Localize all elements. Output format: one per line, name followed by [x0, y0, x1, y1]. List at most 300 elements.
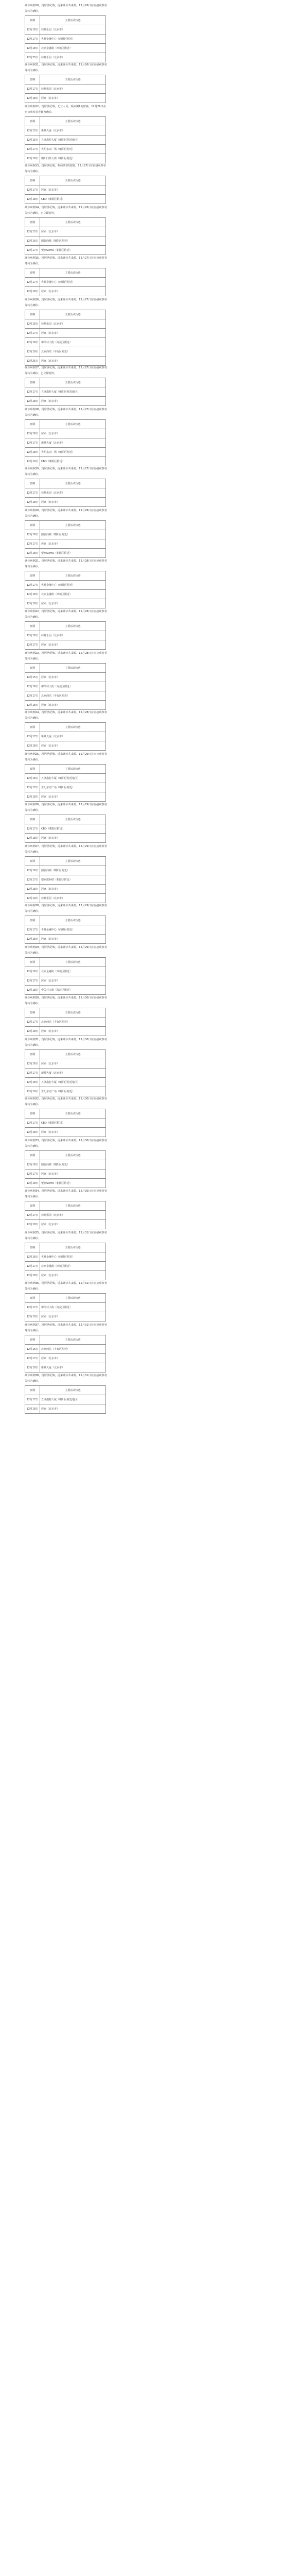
table-row — [25, 530, 106, 539]
trajectory-cell: 五洲鑫村大厦（朝阳区附近地区） — [40, 387, 106, 397]
case-description: 确诊病例22，现居世纪城，近来确诊共来源，12月28日在密接观察者等转为确诊。 — [25, 610, 107, 619]
date-cell: 12月17日 — [25, 1069, 40, 1078]
date-cell: 12月18日 — [25, 701, 40, 710]
date-cell: 12月17日 — [25, 581, 40, 590]
date-cell: 12月18日 — [25, 792, 40, 802]
trajectory-table — [25, 1335, 106, 1372]
date-cell: 12月15日 — [25, 227, 40, 236]
table-row — [25, 599, 106, 608]
table-row — [25, 1312, 106, 1321]
trajectory-table — [25, 378, 106, 406]
trajectory-cell: 世纪东方广场（朝阳区附近） — [40, 783, 106, 792]
trajectory-cell: 北京西站（丰台区附近） — [40, 691, 106, 701]
case-description: 确诊病例29，现居世纪城，近来确诊共来源，12月29日在密接观察者等转为确诊。 — [25, 946, 107, 955]
table-row — [25, 1170, 106, 1179]
trajectory-cell: 中关村大街（海淀区附近） — [40, 986, 106, 995]
trajectory-cell: 荷塘乐园（北京市） — [40, 488, 106, 498]
table-row — [25, 126, 106, 135]
table-row — [25, 894, 106, 903]
date-header: 日期 — [25, 16, 40, 25]
table-row — [25, 448, 106, 457]
date-header: 日期 — [25, 521, 40, 530]
trajectory-cell: 居家（北京市） — [40, 539, 106, 549]
table-row — [25, 866, 106, 875]
date-cell: 12月18日 — [25, 549, 40, 558]
trajectory-cell: 国贸商城（朝阳区附近） — [40, 530, 106, 539]
trajectory-cell: 北京金融街（西城区附近） — [40, 44, 106, 53]
trajectory-cell: CBD（朝阳区附近） — [40, 1118, 106, 1128]
date-cell: 12月17日 — [25, 1303, 40, 1312]
trajectory-cell: 居家（北京市） — [40, 935, 106, 944]
trajectory-table — [25, 621, 106, 650]
trajectory-cell: CBD（朝阳区附近） — [40, 195, 106, 204]
date-cell: 12月17日 — [25, 1018, 40, 1027]
date-cell: 12月18日 — [25, 338, 40, 347]
case-description: 确诊病例19，现居世纪城，近来确诊共来源，12月27日在密接观察者等转为确诊。 — [25, 467, 107, 476]
table-row — [25, 792, 106, 802]
trajectory-cell: 荷塘乐园（北京市） — [40, 631, 106, 640]
date-cell: 12月17日 — [25, 1211, 40, 1220]
table-row — [25, 347, 106, 357]
trajectory-header: 主要活动轨迹 — [40, 176, 106, 185]
case-description: 确诊病例11，现居世纪城，近来确诊共来源，12月26日在密接观察者等转为确诊。 — [25, 63, 107, 72]
trajectory-cell: 居家（北京市） — [40, 1404, 106, 1414]
trajectory-header: 主要活动轨迹 — [40, 571, 106, 581]
table-row — [25, 783, 106, 792]
date-cell: 12月17日 — [25, 35, 40, 44]
table-row — [25, 44, 106, 53]
table-row — [25, 1128, 106, 1137]
trajectory-header: 主要活动轨迹 — [40, 1335, 106, 1345]
trajectory-header: 主要活动轨迹 — [40, 521, 106, 530]
date-cell: 12月18日 — [25, 1179, 40, 1188]
date-cell: 12月17日 — [25, 1395, 40, 1404]
trajectory-table — [25, 116, 106, 163]
date-cell: 12月25日 — [25, 53, 40, 62]
date-cell: 12月18日 — [25, 498, 40, 507]
date-cell: 12月18日 — [25, 741, 40, 751]
table-row — [25, 227, 106, 236]
trajectory-table — [25, 268, 106, 296]
table-header-row — [25, 176, 106, 185]
trajectory-header: 主要活动轨迹 — [40, 1243, 106, 1252]
table-row — [25, 701, 106, 710]
date-cell: 12月18日 — [25, 1404, 40, 1414]
table-row — [25, 246, 106, 255]
trajectory-table — [25, 663, 106, 710]
date-header: 日期 — [25, 664, 40, 673]
table-header-row — [25, 16, 106, 25]
trajectory-cell: 中关村大街（海淀区附近） — [40, 682, 106, 691]
date-header: 日期 — [25, 723, 40, 732]
trajectory-cell: 居家（北京市） — [40, 640, 106, 650]
case-description: 确诊病例32，现居世纪城，近来确诊共来源，12月30日在密接观察者等转为确诊。 — [25, 1097, 107, 1106]
date-cell: 12月18日 — [25, 44, 40, 53]
date-cell: 12月16日 — [25, 1059, 40, 1069]
date-header: 日期 — [25, 117, 40, 126]
case-description: 确诊病例28，现居世纪城，近来确诊共来源，12月29日在密接观察者等转为确诊。 — [25, 904, 107, 913]
date-header: 日期 — [25, 1243, 40, 1252]
trajectory-header: 主要活动轨迹 — [40, 765, 106, 774]
trajectory-cell: 新城大厦（北京市） — [40, 1069, 106, 1078]
trajectory-table — [25, 217, 106, 255]
date-header: 日期 — [25, 268, 40, 278]
table-row — [25, 824, 106, 834]
trajectory-cell: 居家（北京市） — [40, 1170, 106, 1179]
trajectory-cell: 荷塘乐园（北京市） — [40, 894, 106, 903]
trajectory-cell: 居家（北京市） — [40, 1059, 106, 1069]
trajectory-header: 主要活动轨迹 — [40, 1294, 106, 1303]
date-cell: 12月17日 — [25, 824, 40, 834]
date-cell: 12月18日 — [25, 1078, 40, 1087]
date-header: 日期 — [25, 1201, 40, 1211]
date-header: 日期 — [25, 815, 40, 824]
trajectory-table — [25, 722, 106, 751]
table-row — [25, 438, 106, 448]
date-cell: 12月19日 — [25, 599, 40, 608]
date-header: 日期 — [25, 176, 40, 185]
date-cell: 12月19日 — [25, 1087, 40, 1096]
trajectory-cell: CBD（朝阳区附近） — [40, 824, 106, 834]
date-header: 日期 — [25, 479, 40, 488]
trajectory-cell: 世纪东方广场（朝阳区附近） — [40, 145, 106, 154]
table-row — [25, 590, 106, 599]
date-header: 日期 — [25, 958, 40, 967]
table-header-row — [25, 765, 106, 774]
date-header: 日期 — [25, 218, 40, 227]
date-cell: 12月18日 — [25, 885, 40, 894]
trajectory-header: 主要活动轨迹 — [40, 1008, 106, 1018]
trajectory-cell: 荷塘乐园（北京市） — [40, 319, 106, 329]
trajectory-table — [25, 1008, 106, 1036]
trajectory-cell: 国贸商城（朝阳区附近） — [40, 236, 106, 246]
table-row — [25, 834, 106, 843]
date-cell: 12月16日 — [25, 967, 40, 976]
case-description: 确诊病例20，现居世纪城，近来确诊共来源，12月28日在密接观察者等转为确诊。 — [25, 509, 107, 518]
case-description: 确诊病例18，现居世纪城，近来确诊共来源，12月27日在密接观察者等转为确诊。 — [25, 408, 107, 417]
table-row — [25, 319, 106, 329]
date-cell: 12月16日 — [25, 682, 40, 691]
date-header: 日期 — [25, 1294, 40, 1303]
trajectory-cell: 居家（北京市） — [40, 701, 106, 710]
case-description: 确诊病例35，现居世纪城，近来确诊共来源，12月31日在密接观察者等转为确诊。 — [25, 1231, 107, 1240]
table-row — [25, 1059, 106, 1069]
table-row — [25, 1271, 106, 1280]
trajectory-cell: 世界金融中心（西城区附近） — [40, 581, 106, 590]
trajectory-table — [25, 957, 106, 995]
date-header: 日期 — [25, 1050, 40, 1059]
date-header: 日期 — [25, 1008, 40, 1018]
date-cell: 12月15日 — [25, 126, 40, 135]
trajectory-cell: 居家（北京市） — [40, 976, 106, 986]
table-header-row — [25, 420, 106, 429]
table-row — [25, 885, 106, 894]
table-header-row — [25, 378, 106, 387]
trajectory-cell: 居家（北京市） — [40, 185, 106, 195]
date-cell: 12月17日 — [25, 732, 40, 741]
table-row — [25, 488, 106, 498]
date-cell: 12月17日 — [25, 875, 40, 885]
table-row — [25, 1018, 106, 1027]
trajectory-table — [25, 176, 106, 204]
date-header: 日期 — [25, 310, 40, 319]
trajectory-header: 主要活动轨迹 — [40, 1151, 106, 1160]
table-row — [25, 457, 106, 466]
date-cell: 12月18日 — [25, 287, 40, 296]
trajectory-cell: 北京金融街（西城区附近） — [40, 967, 106, 976]
table-header-row — [25, 268, 106, 278]
trajectory-table — [25, 15, 106, 62]
table-row — [25, 581, 106, 590]
case-description: 确诊病例31，现居世纪城，近来确诊共来源，12月30日在密接观察者等转为确诊。 — [25, 1038, 107, 1047]
table-row — [25, 195, 106, 204]
trajectory-cell: 居家（北京市） — [40, 741, 106, 751]
date-cell: 12月16日 — [25, 25, 40, 35]
date-cell: 12月17日 — [25, 185, 40, 195]
date-cell: 12月17日 — [25, 691, 40, 701]
table-row — [25, 682, 106, 691]
table-header-row — [25, 622, 106, 631]
trajectory-table — [25, 1293, 106, 1321]
trajectory-cell: 世纪东方广场（朝阳区附近） — [40, 448, 106, 457]
trajectory-header: 主要活动轨迹 — [40, 815, 106, 824]
date-cell: 12月18日 — [25, 397, 40, 406]
trajectory-cell: 居家（北京市） — [40, 1128, 106, 1137]
date-cell: 12月18日 — [25, 834, 40, 843]
date-cell: 12月19日 — [25, 347, 40, 357]
trajectory-table — [25, 419, 106, 466]
table-row — [25, 1078, 106, 1087]
case-description: 确诊病例23，现居世纪城，近来确诊共来源，12月28日在密接观察者等转为确诊。 — [25, 652, 107, 660]
date-cell: 12月16日 — [25, 1160, 40, 1170]
date-cell: 12月18日 — [25, 195, 40, 204]
table-row — [25, 691, 106, 701]
table-row — [25, 329, 106, 338]
table-header-row — [25, 479, 106, 488]
case-description: 确诊病例15，现居世纪城，近来确诊共来源，12月27日在密接观察者等转为确诊。 — [25, 257, 107, 265]
case-description: 确诊病例34，现居世纪城，近来确诊共来源，12月30日在密接观察者等转为确诊。 — [25, 1190, 107, 1198]
table-header-row — [25, 1008, 106, 1018]
trajectory-table — [25, 310, 106, 366]
table-header-row — [25, 310, 106, 319]
trajectory-cell: 北京西站（丰台区附近） — [40, 1018, 106, 1027]
date-cell: 12月19日 — [25, 894, 40, 903]
table-header-row — [25, 1151, 106, 1160]
table-row — [25, 875, 106, 885]
trajectory-cell: 居家（北京市） — [40, 1027, 106, 1036]
date-header: 日期 — [25, 622, 40, 631]
date-cell: 12月17日 — [25, 783, 40, 792]
trajectory-cell: 五洲鑫村大厦（朝阳区附近地区） — [40, 135, 106, 145]
table-row — [25, 498, 106, 507]
trajectory-cell: 居家（北京市） — [40, 673, 106, 682]
date-cell: 12月18日 — [25, 1220, 40, 1229]
trajectory-table — [25, 479, 106, 507]
date-header: 日期 — [25, 857, 40, 866]
date-cell: 12月18日 — [25, 986, 40, 995]
date-cell: 12月17日 — [25, 539, 40, 549]
table-row — [25, 986, 106, 995]
case-description: 确诊病例37，现居世纪城，近来确诊共来源，12月31日在密接观察者等转为确诊。 — [25, 1324, 107, 1332]
table-row — [25, 1179, 106, 1188]
table-header-row — [25, 117, 106, 126]
date-cell: 12月17日 — [25, 976, 40, 986]
table-row — [25, 673, 106, 682]
date-cell: 12月16日 — [25, 631, 40, 640]
date-cell: 12月17日 — [25, 925, 40, 935]
trajectory-cell: 居家（北京市） — [40, 1312, 106, 1321]
trajectory-cell: 五洲鑫村大厦（朝阳区附近地区） — [40, 1395, 106, 1404]
trajectory-header: 主要活动轨迹 — [40, 218, 106, 227]
case-description: 确诊病例21，现居世纪城，近来确诊共来源，12月28日在密接观察者等转为确诊。 — [25, 560, 107, 568]
case-description: 确诊病例13，现居世纪城，系病例1的密接，12月27日在密接观察者等转为确诊。 — [25, 164, 106, 173]
table-row — [25, 1252, 106, 1262]
date-header: 日期 — [25, 420, 40, 429]
table-row — [25, 397, 106, 406]
table-row — [25, 35, 106, 44]
date-cell: 12月16日 — [25, 1252, 40, 1262]
table-row — [25, 1395, 106, 1404]
case-description: 确诊病例30，现居世纪城，近来确诊共来源，12月30日在密接观察者等转为确诊。 — [25, 996, 107, 1005]
table-row — [25, 925, 106, 935]
table-row — [25, 539, 106, 549]
table-row — [25, 357, 106, 366]
table-row — [25, 631, 106, 640]
trajectory-cell: 望京SOHO（朝阳区附近） — [40, 1179, 106, 1188]
case-description: 确诊病例10，现居世纪城，近来确诊共来源，12月26日在密接观察者等转为确诊。 — [25, 4, 107, 13]
date-header: 日期 — [25, 1386, 40, 1395]
case-description: 确诊病例25，现居世纪城，近来确诊共来源，12月29日在密接观察者等转为确诊。 — [25, 753, 107, 761]
trajectory-cell: 荷塘乐园（北京市） — [40, 25, 106, 35]
date-cell: 12月18日 — [25, 448, 40, 457]
trajectory-cell: 世界金融中心（西城区附近） — [40, 925, 106, 935]
date-cell: 12月15日 — [25, 673, 40, 682]
trajectory-cell: 居家（北京市） — [40, 1354, 106, 1363]
trajectory-cell: 居家（北京市） — [40, 227, 106, 236]
trajectory-cell: 五洲鑫村大厦（朝阳区附近地区） — [40, 774, 106, 783]
table-row — [25, 1404, 106, 1414]
trajectory-header: 主要活动轨迹 — [40, 723, 106, 732]
trajectory-cell: 世纪东方广场（朝阳区附近） — [40, 1087, 106, 1096]
date-cell: 12月17日 — [25, 488, 40, 498]
date-cell: 12月18日 — [25, 1128, 40, 1137]
case-description: 确诊病例26，现居世纪城，近来确诊共来源，12月29日在密接观察者等转为确诊。 — [25, 803, 107, 812]
trajectory-table — [25, 815, 106, 843]
case-description: 确诊病例38，现居世纪城，近来确诊共来源，12月31日在密接观察者等转为确诊。 — [25, 1374, 107, 1383]
table-row — [25, 1069, 106, 1078]
date-cell: 12月18日 — [25, 935, 40, 944]
table-row — [25, 278, 106, 287]
trajectory-header: 主要活动轨迹 — [40, 622, 106, 631]
trajectory-cell: 新城大厦（北京市） — [40, 126, 106, 135]
table-row — [25, 1363, 106, 1372]
trajectory-cell: 国贸商城（朝阳区附近） — [40, 1160, 106, 1170]
case-description: 确诊病例17，现居世纪城，近来确诊共来源，12月27日在密接观察者等转为确诊，已立即管控。 — [25, 366, 107, 375]
trajectory-header: 主要活动轨迹 — [40, 268, 106, 278]
date-cell: 12月17日 — [25, 1354, 40, 1363]
table-row — [25, 640, 106, 650]
trajectory-cell: 荷塘乐园（北京市） — [40, 84, 106, 94]
trajectory-cell: 居家（北京市） — [40, 429, 106, 438]
date-cell: 12月18日 — [25, 1312, 40, 1321]
trajectory-header: 主要活动轨迹 — [40, 117, 106, 126]
table-row — [25, 1262, 106, 1271]
case-description: 确诊病例24，现居世纪城，近来确诊共来源，12月28日在密接观察者等转为确诊。 — [25, 711, 107, 720]
table-row — [25, 1118, 106, 1128]
trajectory-cell: 中关村大街（海淀区附近） — [40, 1303, 106, 1312]
date-cell: 12月17日 — [25, 329, 40, 338]
date-cell: 12月16日 — [25, 135, 40, 145]
trajectory-header: 主要活动轨迹 — [40, 16, 106, 25]
date-header: 日期 — [25, 75, 40, 84]
trajectory-cell: 北京金融街（西城区附近） — [40, 590, 106, 599]
date-cell: 12月16日 — [25, 866, 40, 875]
trajectory-table — [25, 916, 106, 944]
trajectory-cell: 世界金融中心（西城区附近） — [40, 35, 106, 44]
trajectory-cell: 居家（北京市） — [40, 287, 106, 296]
trajectory-table — [25, 1049, 106, 1096]
table-row — [25, 84, 106, 94]
table-header-row — [25, 218, 106, 227]
table-header-row — [25, 916, 106, 925]
date-header: 日期 — [25, 1335, 40, 1345]
table-header-row — [25, 857, 106, 866]
date-cell: 12月18日 — [25, 590, 40, 599]
trajectory-header: 主要活动轨迹 — [40, 1201, 106, 1211]
trajectory-cell: 望京SOHO（朝阳区附近） — [40, 549, 106, 558]
trajectory-cell: 中关村大街（海淀区附近） — [40, 338, 106, 347]
table-row — [25, 549, 106, 558]
table-header-row — [25, 1109, 106, 1118]
trajectory-table — [25, 1150, 106, 1188]
date-cell: 12月17日 — [25, 1118, 40, 1128]
date-cell: 12月19日 — [25, 457, 40, 466]
trajectory-table — [25, 764, 106, 802]
table-header-row — [25, 1201, 106, 1211]
date-cell: 12月18日 — [25, 1271, 40, 1280]
table-row — [25, 1345, 106, 1354]
table-row — [25, 154, 106, 163]
table-row — [25, 185, 106, 195]
trajectory-cell: 居家（北京市） — [40, 397, 106, 406]
trajectory-cell: 居家（北京市） — [40, 357, 106, 366]
trajectory-cell: 居家（北京市） — [40, 1271, 106, 1280]
trajectory-cell: 居家（北京市） — [40, 94, 106, 103]
date-cell: 12月17日 — [25, 387, 40, 397]
date-cell: 12月18日 — [25, 1363, 40, 1372]
trajectory-cell: 居家（北京市） — [40, 792, 106, 802]
trajectory-cell: 北京西站（丰台区附近） — [40, 1345, 106, 1354]
case-description: 确诊病例14，现居世纪城，近来确诊共来源，12月26日在密接观察者等转为确诊，已立即管控。 — [25, 206, 107, 215]
trajectory-header: 主要活动轨迹 — [40, 310, 106, 319]
date-cell: 12月16日 — [25, 774, 40, 783]
trajectory-cell: 新城大厦（北京市） — [40, 1363, 106, 1372]
table-header-row — [25, 958, 106, 967]
table-row — [25, 1220, 106, 1229]
case-description: 确诊病例27，现居世纪城，近来确诊共来源，12月29日在密接观察者等转为确诊。 — [25, 845, 107, 854]
trajectory-cell: 朝阳门外大街（朝阳区附近） — [40, 154, 106, 163]
trajectory-header: 主要活动轨迹 — [40, 1386, 106, 1395]
date-cell: 12月16日 — [25, 236, 40, 246]
trajectory-table — [25, 1243, 106, 1280]
table-row — [25, 429, 106, 438]
trajectory-header: 主要活动轨迹 — [40, 1050, 106, 1059]
trajectory-cell: 新城大厦（北京市） — [40, 732, 106, 741]
table-header-row — [25, 1243, 106, 1252]
trajectory-cell: 荷塘乐园（北京市） — [40, 53, 106, 62]
trajectory-header: 主要活动轨迹 — [40, 378, 106, 387]
table-row — [25, 935, 106, 944]
